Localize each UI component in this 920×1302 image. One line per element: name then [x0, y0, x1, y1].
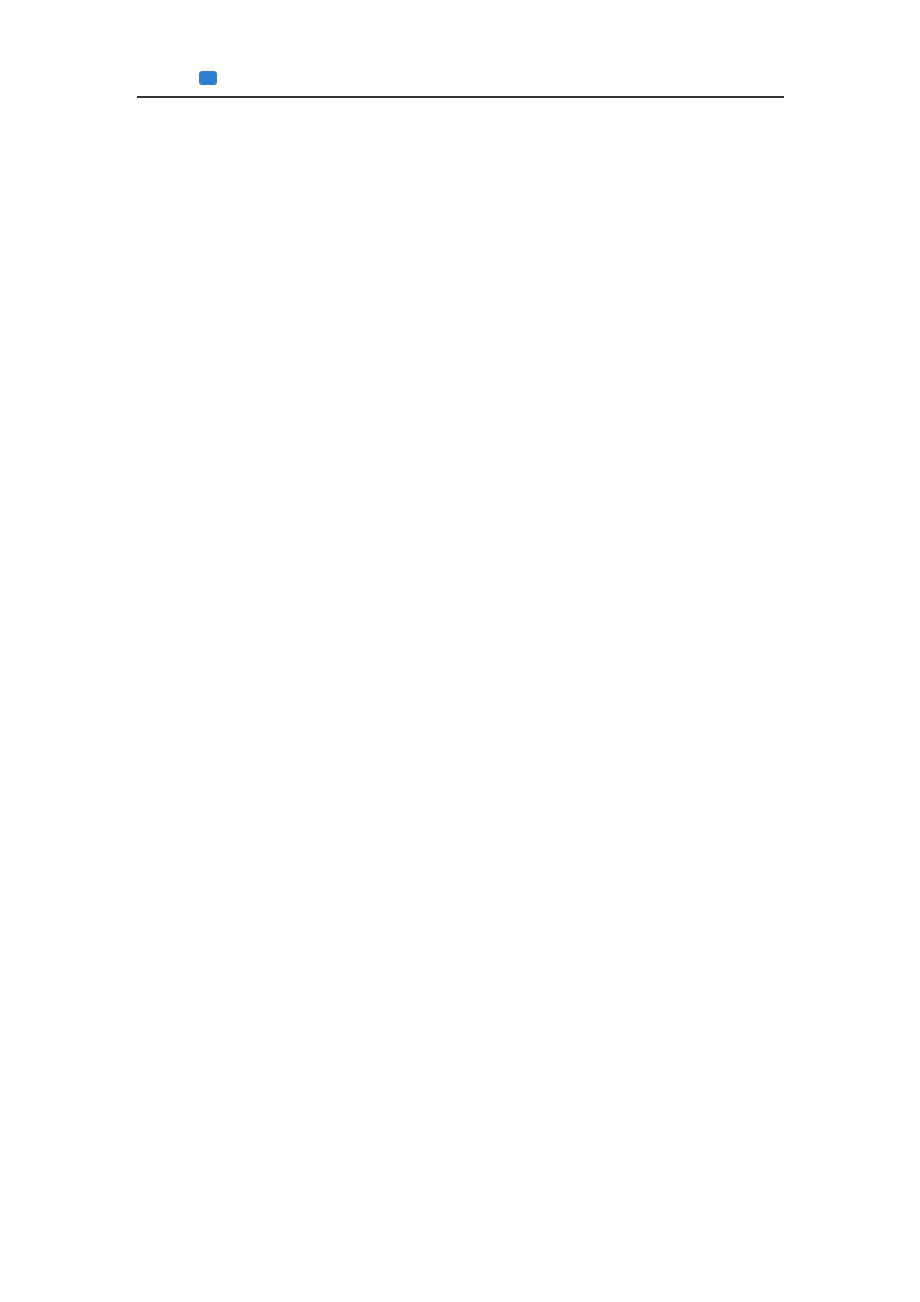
logo-mark-icon [199, 71, 217, 85]
page-header [137, 62, 784, 98]
